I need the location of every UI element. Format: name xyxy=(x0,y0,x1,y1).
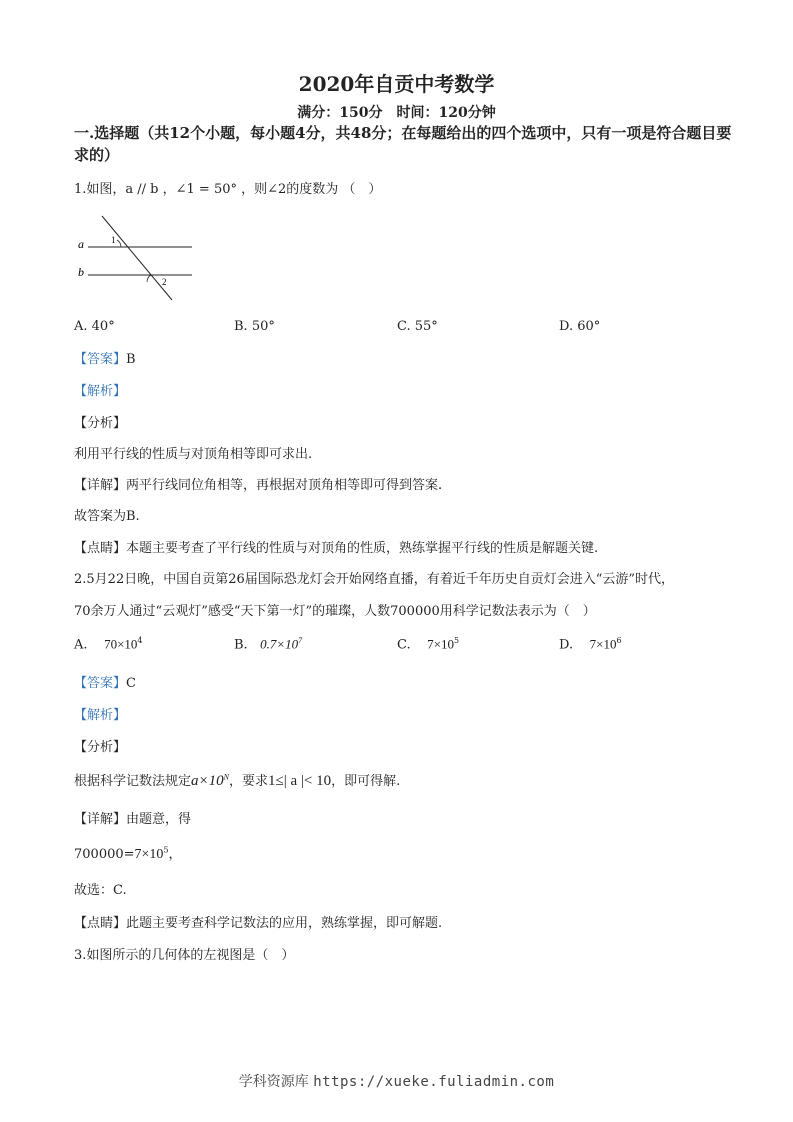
q2-xiangjie: 【详解】由题意，得 xyxy=(74,812,192,827)
q2-dianjing: 【点睛】此题主要考查科学记数法的应用，熟练掌握，即可解题. xyxy=(74,916,443,931)
q2-stem-line1: 2.5月22日晚，中国自贡第26届国际恐龙灯会开始网络直播，有着近千年历史自贡灯会进入“云游”时代， xyxy=(74,572,675,587)
exam-info: 满分：150分 时间：120分钟 xyxy=(297,105,496,121)
answer-tag: 【答案】 xyxy=(74,352,127,367)
q1-figure xyxy=(74,212,204,304)
label-2: 2 xyxy=(162,277,167,287)
transversal-line xyxy=(102,216,172,300)
q1-fenxi-tag: 【分析】 xyxy=(74,416,127,431)
q1-option-b: B. 50° xyxy=(234,319,275,334)
q1-option-a: A. 40° xyxy=(74,319,115,334)
q2-answer xyxy=(74,672,136,691)
q2-stem-line2: 70余万人通过“云观灯”感受“天下第一灯”的璀璨，人数700000用科学记数法表示为（ ） xyxy=(74,604,596,619)
footer xyxy=(0,1071,793,1091)
q2-fenxi-tag: 【分析】 xyxy=(74,740,127,755)
q2-option-a: A. $70\times 10^4$ xyxy=(74,636,143,653)
q1-answer xyxy=(74,348,136,367)
answer-tag: 【答案】 xyxy=(74,676,127,691)
answer-value: B xyxy=(126,352,136,367)
q1-stem: 1.如图，a // b ，∠1 = 50° ，则∠2的度数为 （ ） xyxy=(74,182,382,197)
q2-option-d: D. $7\times 10^6$ xyxy=(559,636,622,653)
footer-url[interactable]: https://xueke.fuliadmin.com xyxy=(313,1074,555,1090)
label-a: a xyxy=(78,237,84,251)
q1-conclusion: 故答案为B. xyxy=(74,509,140,524)
angle-2-arc xyxy=(147,275,151,282)
q1-xiangjie: 【详解】两平行线同位角相等，再根据对顶角相等即可得到答案. xyxy=(74,478,443,493)
page-title: 2020年自贡中考数学 xyxy=(298,72,495,96)
q1-dianjing: 【点睛】本题主要考查了平行线的性质与对顶角的性质，熟练掌握平行线的性质是解题关键. xyxy=(74,541,599,556)
q1-option-d: D. 60° xyxy=(559,319,601,334)
q2-fenxi: 根据科学记数法规定$a\times 10^N$，要求1≤| a |< 10，即可得解. xyxy=(74,772,401,789)
label-1: 1 xyxy=(111,235,116,245)
q2-conclusion: 故选：C. xyxy=(74,883,127,898)
q2-jiexi-tag: 【解析】 xyxy=(74,708,127,723)
q2-calculation: $700000=7\times 10^5$， xyxy=(74,845,182,862)
section-heading: 一.选择题（共12个小题，每小题4分，共48分；在每题给出的四个选项中，只有一项是符合题目要求的） xyxy=(74,124,732,164)
angle-1-arc xyxy=(117,240,121,247)
q1-fenxi: 利用平行线的性质与对顶角相等即可求出. xyxy=(74,447,313,462)
q2-option-c: C. $7\times 10^5$ xyxy=(397,636,460,653)
q3-stem: 3.如图所示的几何体的左视图是（ ） xyxy=(74,948,295,963)
answer-value: C xyxy=(126,676,136,691)
label-b: b xyxy=(78,265,84,279)
q1-option-c: C. 55° xyxy=(397,319,438,334)
footer-site: 学科资源库 xyxy=(238,1074,309,1090)
q1-jiexi-tag: 【解析】 xyxy=(74,384,127,399)
q2-option-b: B. $0.7\times 10^7$ xyxy=(234,636,303,653)
